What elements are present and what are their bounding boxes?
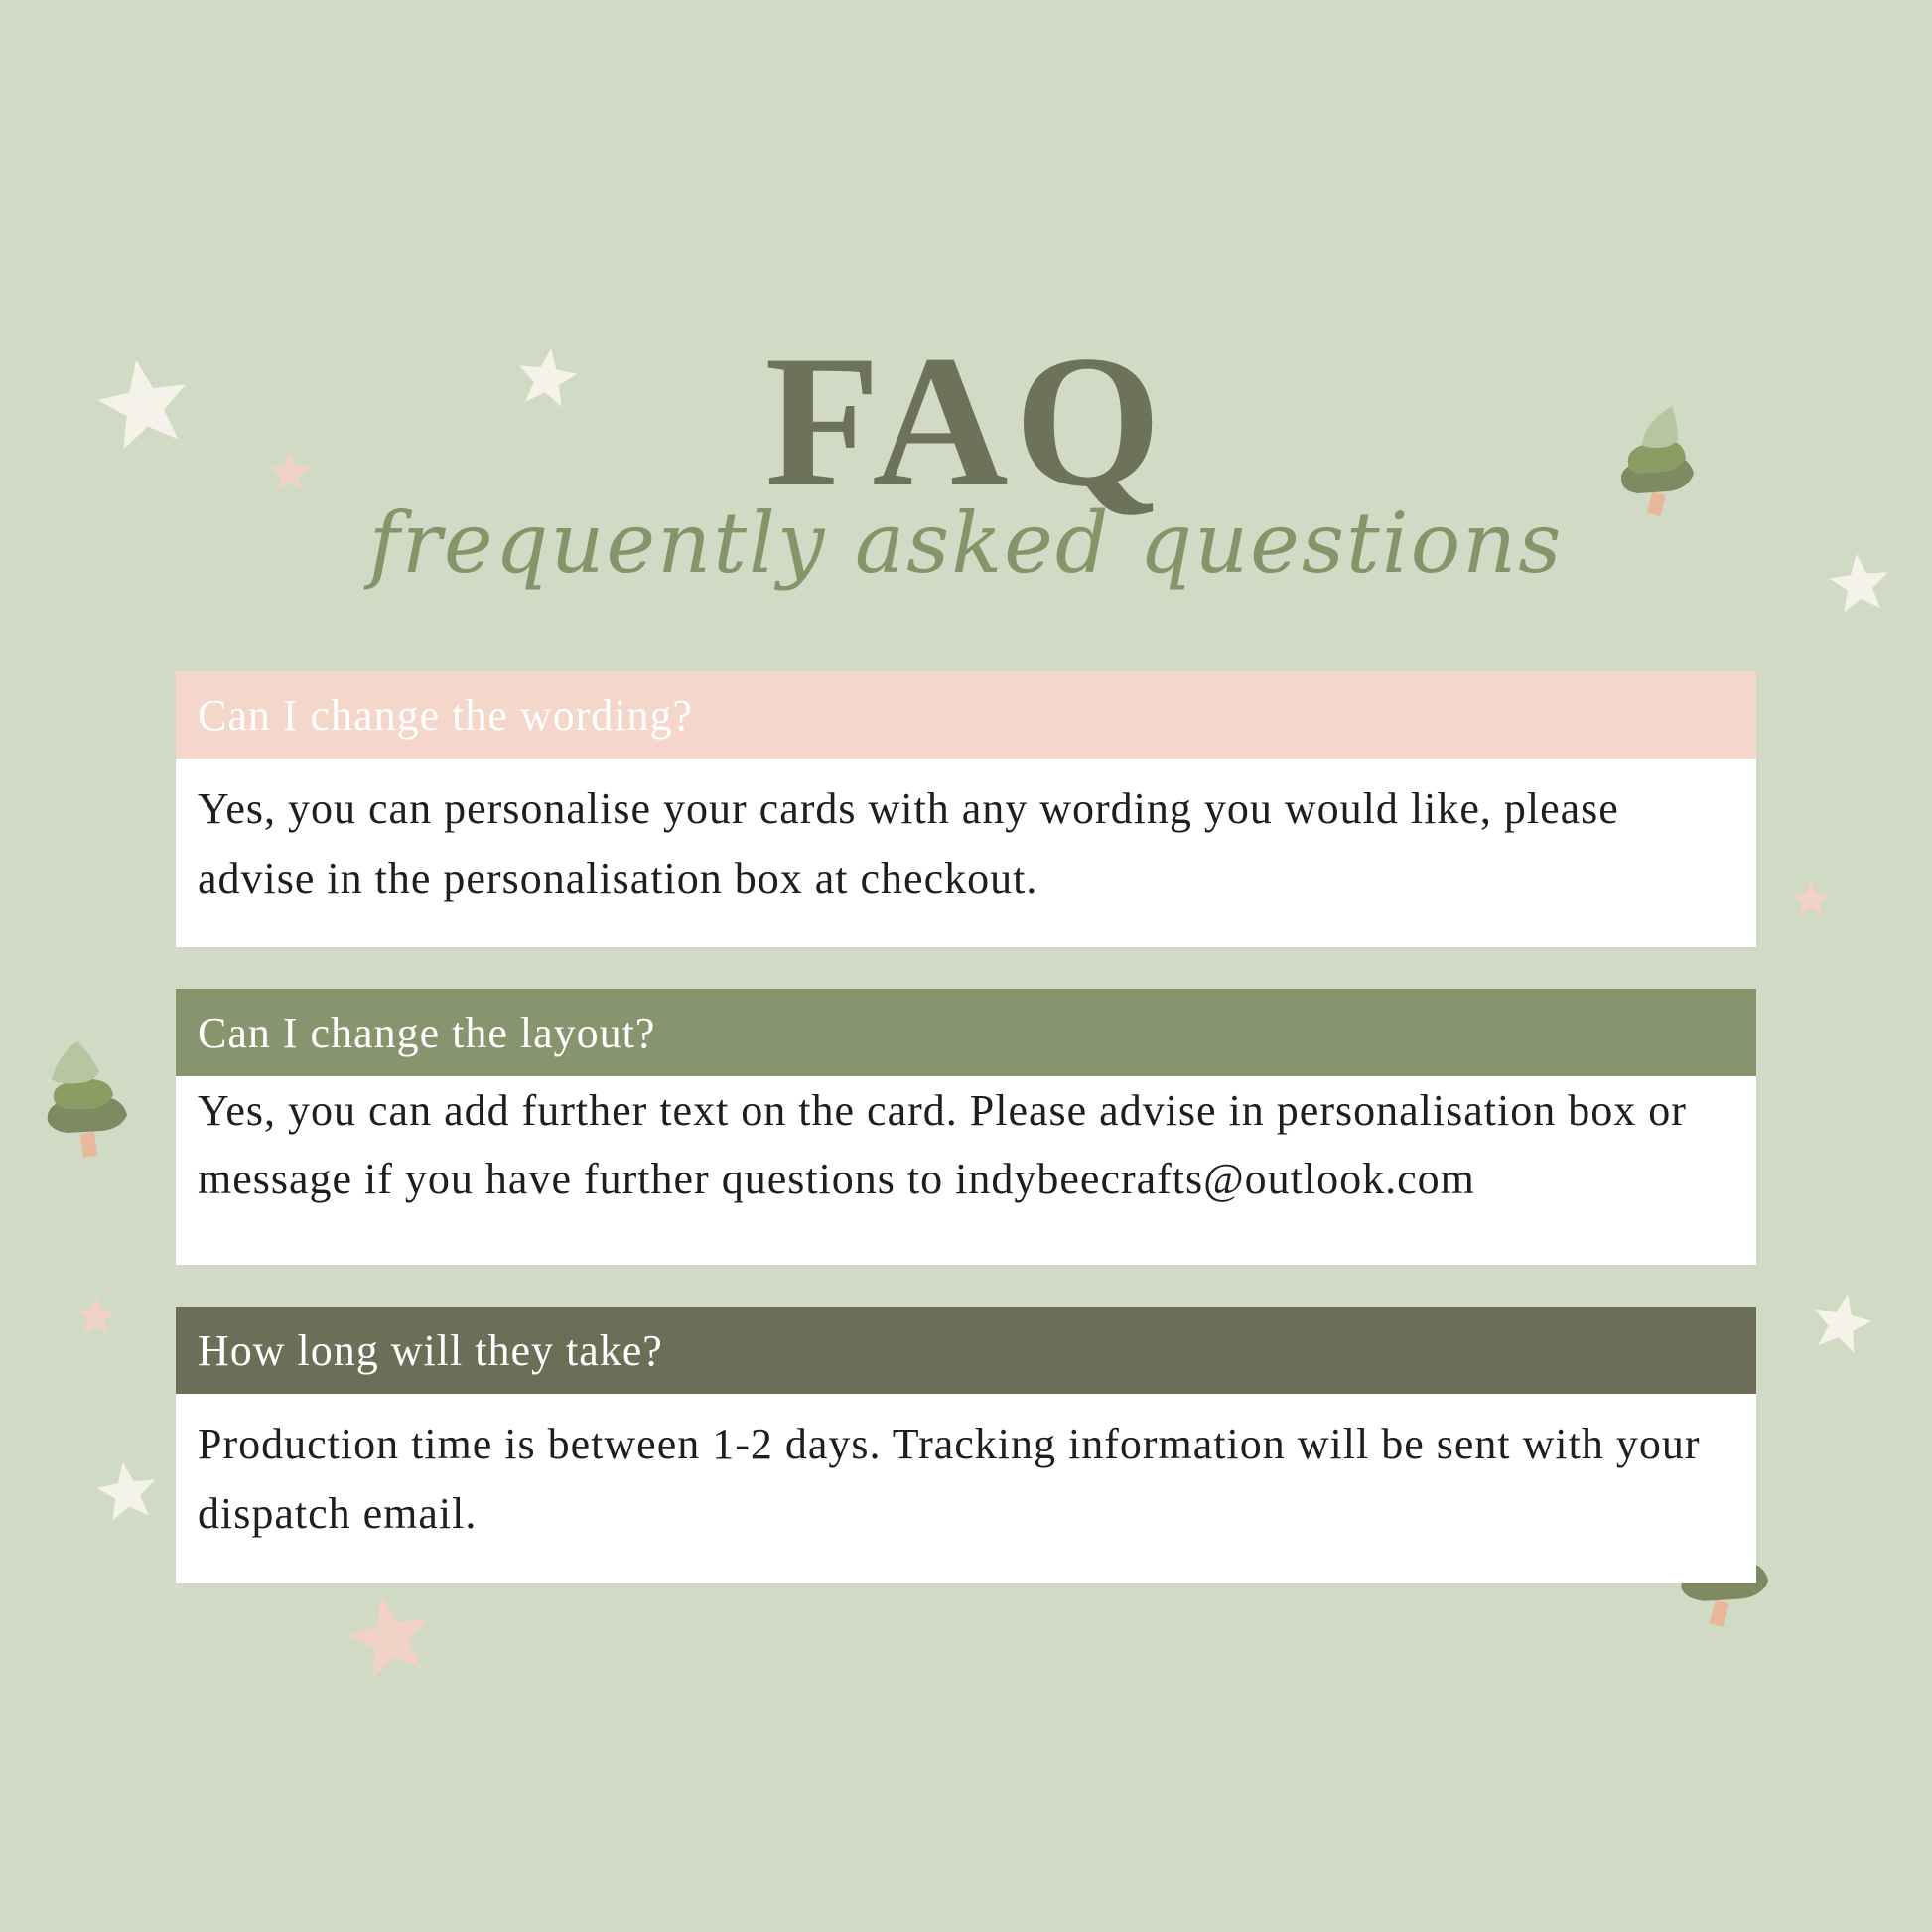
faq-question: How long will they take? bbox=[176, 1307, 1756, 1394]
faq-item bbox=[176, 671, 1756, 947]
page-subtitle: frequently asked questions bbox=[368, 494, 1564, 592]
faq-answer: Yes, you can personalise your cards with any wording you would like, please advise in the personalisation box at checkout. bbox=[176, 759, 1756, 947]
page-title: FAQ bbox=[764, 318, 1168, 526]
faq-question: Can I change the wording? bbox=[176, 671, 1756, 759]
star-icon bbox=[94, 1459, 160, 1525]
star-icon bbox=[74, 1295, 118, 1338]
faq-answer: Production time is between 1-2 days. Tracking information will be sent with your dispatch email. bbox=[176, 1394, 1756, 1583]
faq-question: Can I change the layout? bbox=[176, 989, 1756, 1076]
faq-answer: Yes, you can add further text on the card. Please advise in personalisation box or message if you have further questions to indybeecrafts@outlook.com bbox=[176, 1076, 1756, 1265]
tree-icon bbox=[38, 1037, 137, 1162]
star-icon bbox=[1789, 878, 1833, 921]
faq-item bbox=[176, 1307, 1756, 1583]
star-icon bbox=[1809, 1291, 1874, 1356]
faq-item bbox=[176, 989, 1756, 1265]
star-icon bbox=[345, 1593, 435, 1683]
